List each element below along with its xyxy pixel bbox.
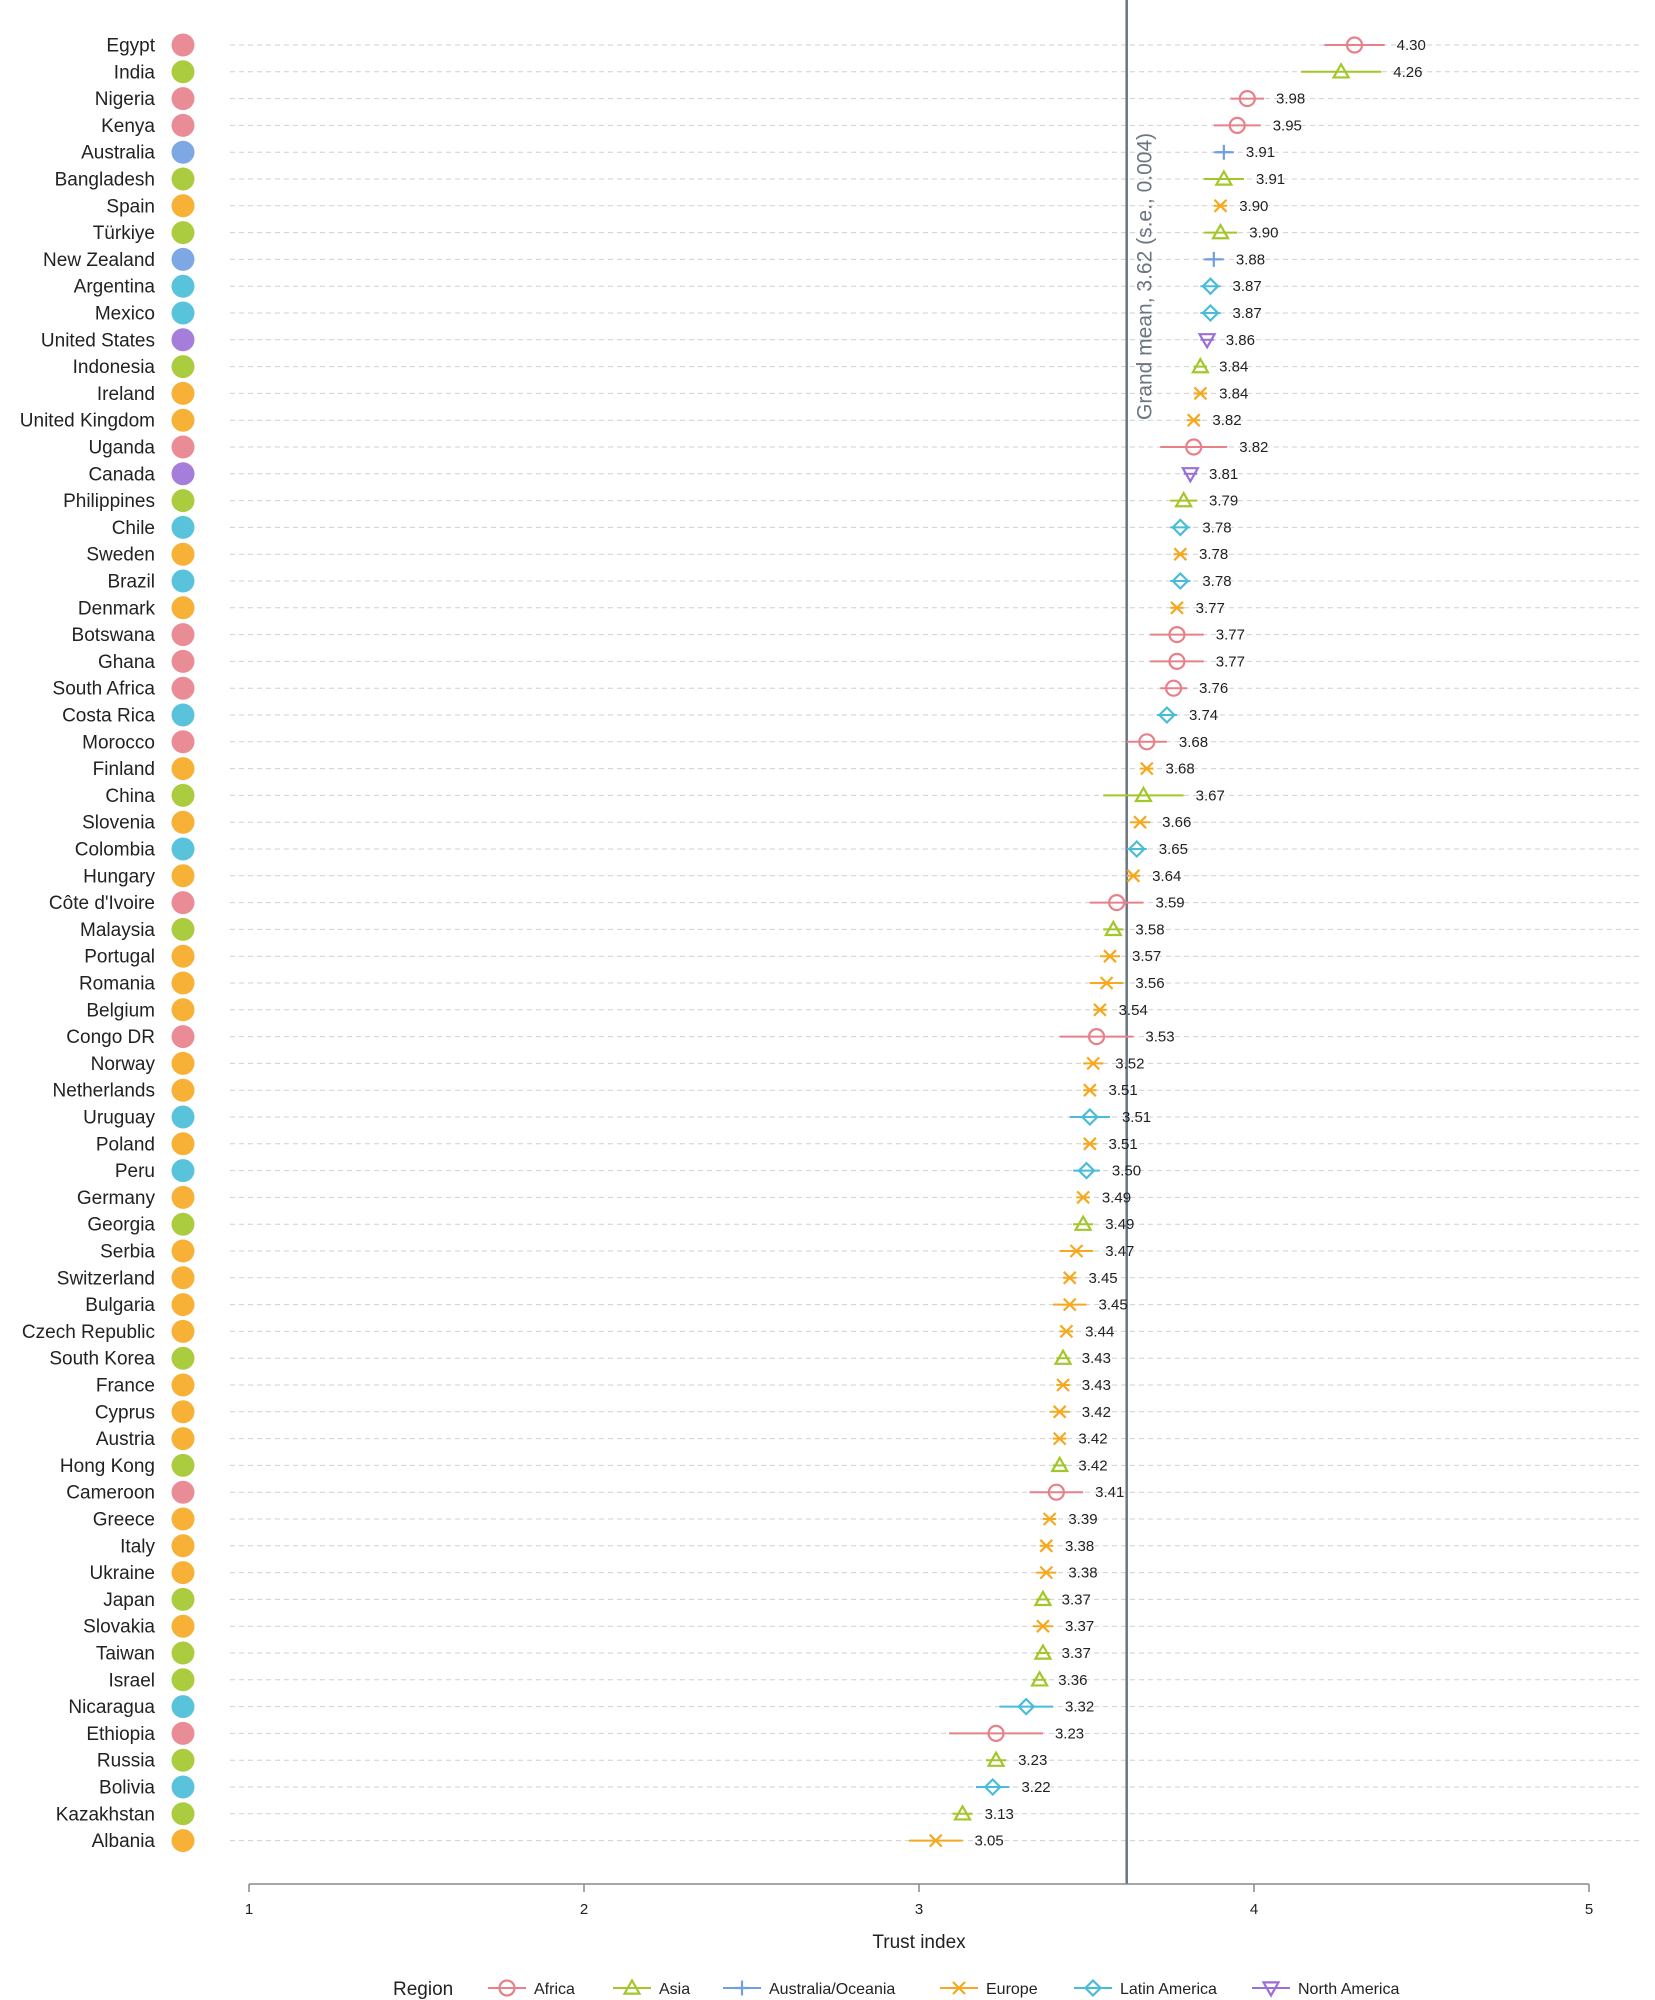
- legend-label-asia: Asia: [659, 1981, 691, 1998]
- flag-icon-netherlands: [172, 1079, 195, 1102]
- value-label-serbia: 3.47: [1105, 1243, 1135, 1260]
- flag-icon-brazil: [172, 570, 195, 593]
- country-label-albania: Albania: [91, 1831, 155, 1853]
- flag-icon-united-kingdom: [172, 409, 195, 432]
- country-label-philippines: Philippines: [63, 491, 155, 513]
- flag-icon-france: [172, 1374, 195, 1397]
- country-label-botswana: Botswana: [71, 625, 155, 647]
- value-label-cote-d-ivoire: 3.59: [1155, 894, 1185, 912]
- value-label-sweden: 3.78: [1199, 546, 1229, 564]
- flag-icon-new-zealand: [172, 248, 195, 271]
- country-label-georgia: Georgia: [87, 1214, 155, 1236]
- flag-icon-argentina: [172, 275, 195, 298]
- x-tick-label-5: 5: [1584, 1901, 1594, 1918]
- country-label-sweden: Sweden: [86, 544, 155, 566]
- flag-icon-hungary: [172, 864, 195, 887]
- row-switzerland: [57, 1266, 1118, 1289]
- flag-icon-costa-rica: [172, 704, 195, 727]
- country-label-belgium: Belgium: [86, 1000, 155, 1022]
- country-label-greece: Greece: [92, 1509, 155, 1531]
- country-label-france: France: [95, 1375, 155, 1397]
- flag-icon-switzerland: [172, 1266, 195, 1289]
- flag-icon-congo-dr: [172, 1025, 195, 1048]
- country-label-south-korea: South Korea: [49, 1348, 155, 1370]
- flag-icon-nigeria: [172, 87, 195, 110]
- legend-label-australia-oceania: Australia/Oceania: [769, 1981, 896, 1998]
- value-label-peru: 3.50: [1111, 1162, 1142, 1180]
- flag-icon-serbia: [172, 1240, 195, 1263]
- value-label-denmark: 3.77: [1195, 599, 1225, 617]
- flag-icon-malaysia: [172, 918, 195, 941]
- flag-icon-colombia: [172, 838, 195, 861]
- country-label-peru: Peru: [114, 1161, 155, 1183]
- value-label-indonesia: 3.84: [1219, 358, 1249, 376]
- country-label-cameroon: Cameroon: [66, 1482, 155, 1504]
- legend-item-australia-oceania: [723, 1981, 895, 1999]
- country-label-spain: Spain: [106, 196, 155, 218]
- value-label-greece: 3.39: [1068, 1511, 1098, 1528]
- country-label-bolivia: Bolivia: [99, 1777, 155, 1799]
- value-label-costa-rica: 3.74: [1188, 707, 1219, 724]
- legend-item-latin-america: [1074, 1981, 1217, 1999]
- point-marker-new-zealand: [1206, 252, 1221, 267]
- country-label-ethiopia: Ethiopia: [86, 1723, 155, 1745]
- flag-icon-norway: [172, 1052, 195, 1075]
- country-label-brazil: Brazil: [107, 571, 155, 593]
- x-tick-label-3: 3: [914, 1901, 924, 1918]
- value-label-south-korea: 3.43: [1081, 1350, 1111, 1368]
- country-label-turkiye: Türkiye: [92, 223, 155, 245]
- country-label-slovakia: Slovakia: [83, 1616, 155, 1638]
- value-label-germany: 3.49: [1101, 1189, 1132, 1207]
- flag-icon-ireland: [172, 382, 195, 405]
- flag-icon-bulgaria: [172, 1293, 195, 1316]
- country-label-finland: Finland: [92, 759, 155, 781]
- value-label-belgium: 3.54: [1118, 1001, 1148, 1019]
- value-label-egypt: 4.30: [1396, 37, 1426, 54]
- country-label-denmark: Denmark: [77, 598, 155, 620]
- value-label-kenya: 3.95: [1272, 117, 1302, 135]
- flag-icon-china: [172, 784, 195, 807]
- country-label-chile: Chile: [111, 517, 155, 539]
- value-label-norway: 3.52: [1115, 1055, 1145, 1073]
- value-label-united-states: 3.86: [1225, 331, 1256, 349]
- country-label-italy: Italy: [120, 1536, 155, 1558]
- flag-icon-cote-d-ivoire: [172, 891, 195, 914]
- country-label-australia: Australia: [81, 142, 155, 164]
- country-label-czech-republic: Czech Republic: [21, 1321, 155, 1343]
- country-label-hong-kong: Hong Kong: [59, 1455, 155, 1477]
- country-label-cyprus: Cyprus: [94, 1402, 155, 1424]
- country-label-uruguay: Uruguay: [83, 1107, 155, 1129]
- country-label-ireland: Ireland: [96, 383, 155, 405]
- flag-icon-italy: [172, 1534, 195, 1557]
- x-axis: [245, 1884, 1593, 1953]
- value-label-czech-republic: 3.44: [1085, 1323, 1115, 1341]
- flag-icon-australia: [172, 141, 195, 164]
- grid-lines: [230, 45, 1640, 1841]
- flag-icon-nicaragua: [172, 1695, 195, 1718]
- value-label-taiwan: 3.37: [1061, 1645, 1091, 1662]
- flag-icon-sweden: [172, 543, 195, 566]
- country-label-congo-dr: Congo DR: [66, 1027, 155, 1049]
- country-label-india: India: [113, 62, 155, 84]
- legend-label-africa: Africa: [534, 1981, 575, 1998]
- value-label-colombia: 3.65: [1158, 841, 1189, 858]
- flag-icon-hong-kong: [172, 1454, 195, 1477]
- value-label-united-kingdom: 3.82: [1212, 412, 1242, 430]
- value-label-russia: 3.23: [1018, 1752, 1048, 1770]
- flag-icon-turkiye: [172, 221, 195, 244]
- flag-icon-morocco: [172, 730, 195, 753]
- value-label-france: 3.43: [1081, 1377, 1111, 1394]
- flag-icon-poland: [172, 1132, 195, 1155]
- row-uganda: [88, 436, 1268, 459]
- flag-icon-cameroon: [172, 1481, 195, 1504]
- value-label-finland: 3.68: [1165, 760, 1195, 778]
- flag-icon-cyprus: [172, 1400, 195, 1423]
- point-marker-australia: [1216, 145, 1231, 160]
- value-label-ukraine: 3.38: [1068, 1564, 1098, 1582]
- country-label-hungary: Hungary: [83, 866, 155, 888]
- country-label-united-states: United States: [40, 330, 155, 352]
- flag-icon-russia: [172, 1749, 195, 1772]
- flag-icon-czech-republic: [172, 1320, 195, 1343]
- row-india: [114, 60, 1423, 83]
- value-label-cyprus: 3.42: [1081, 1403, 1111, 1421]
- country-label-argentina: Argentina: [73, 276, 155, 298]
- flag-icon-bolivia: [172, 1776, 195, 1799]
- country-label-bulgaria: Bulgaria: [85, 1295, 155, 1317]
- value-label-morocco: 3.68: [1178, 733, 1209, 751]
- flag-icon-greece: [172, 1508, 195, 1531]
- flag-icon-south-africa: [172, 677, 195, 700]
- value-label-kazakhstan: 3.13: [984, 1805, 1014, 1823]
- country-label-egypt: Egypt: [106, 35, 155, 57]
- value-label-slovenia: 3.66: [1162, 814, 1192, 832]
- value-label-south-africa: 3.76: [1199, 680, 1229, 698]
- flag-icon-ukraine: [172, 1561, 195, 1584]
- country-label-morocco: Morocco: [82, 732, 155, 754]
- flag-icon-south-korea: [172, 1347, 195, 1370]
- country-label-austria: Austria: [95, 1429, 155, 1451]
- flag-icon-slovenia: [172, 811, 195, 834]
- country-label-uganda: Uganda: [88, 437, 155, 459]
- flag-icon-georgia: [172, 1213, 195, 1236]
- value-label-georgia: 3.49: [1105, 1216, 1135, 1234]
- country-label-taiwan: Taiwan: [95, 1643, 155, 1665]
- country-label-netherlands: Netherlands: [52, 1080, 155, 1102]
- value-label-nicaragua: 3.32: [1065, 1698, 1095, 1716]
- country-label-indonesia: Indonesia: [72, 357, 155, 379]
- country-label-canada: Canada: [88, 464, 155, 486]
- country-label-russia: Russia: [96, 1750, 155, 1772]
- country-label-norway: Norway: [90, 1053, 155, 1075]
- value-label-albania: 3.05: [974, 1832, 1004, 1850]
- flag-icon-slovakia: [172, 1615, 195, 1638]
- flag-icon-taiwan: [172, 1642, 195, 1665]
- legend-label-north-america: North America: [1298, 1981, 1400, 1998]
- flag-icon-germany: [172, 1186, 195, 1209]
- country-label-kazakhstan: Kazakhstan: [55, 1804, 155, 1826]
- country-label-ukraine: Ukraine: [89, 1563, 155, 1585]
- flag-icon-japan: [172, 1588, 195, 1611]
- country-label-romania: Romania: [78, 973, 155, 995]
- value-label-canada: 3.81: [1209, 465, 1239, 483]
- legend-label-europe: Europe: [986, 1981, 1038, 1998]
- flag-icon-kazakhstan: [172, 1802, 195, 1825]
- legend-item-asia: [613, 1981, 690, 1999]
- value-label-hungary: 3.64: [1152, 867, 1182, 885]
- value-label-bangladesh: 3.91: [1255, 171, 1286, 188]
- legend-item-north-america: [1252, 1981, 1399, 1998]
- value-label-hong-kong: 3.42: [1078, 1457, 1108, 1475]
- flag-icon-kenya: [172, 114, 195, 137]
- value-label-india: 4.26: [1393, 63, 1423, 81]
- value-label-romania: 3.56: [1135, 975, 1165, 992]
- flag-icon-spain: [172, 194, 195, 217]
- flag-icon-portugal: [172, 945, 195, 968]
- value-label-slovakia: 3.37: [1065, 1618, 1095, 1636]
- x-axis-title: Trust index: [872, 1932, 966, 1953]
- value-label-china: 3.67: [1195, 787, 1225, 805]
- country-label-slovenia: Slovenia: [82, 812, 155, 834]
- flag-icon-belgium: [172, 998, 195, 1021]
- value-label-ireland: 3.84: [1219, 385, 1249, 403]
- value-label-nigeria: 3.98: [1276, 90, 1306, 108]
- flag-icon-austria: [172, 1427, 195, 1450]
- value-label-turkiye: 3.90: [1249, 224, 1279, 242]
- value-label-philippines: 3.79: [1209, 492, 1239, 510]
- flag-icon-canada: [172, 462, 195, 485]
- legend: [393, 1979, 1399, 2000]
- flag-icon-united-states: [172, 328, 195, 351]
- row-israel: [109, 1668, 1088, 1691]
- country-label-south-africa: South Africa: [52, 678, 155, 700]
- flag-icon-philippines: [172, 489, 195, 512]
- flag-icon-egypt: [172, 34, 195, 57]
- country-rows: [20, 34, 1426, 1853]
- flag-icon-botswana: [172, 623, 195, 646]
- value-label-uruguay: 3.51: [1121, 1109, 1152, 1126]
- flag-icon-romania: [172, 972, 195, 995]
- flag-icon-india: [172, 60, 195, 83]
- value-label-malaysia: 3.58: [1135, 921, 1165, 939]
- country-label-bangladesh: Bangladesh: [54, 169, 155, 191]
- value-label-spain: 3.90: [1239, 197, 1269, 215]
- flag-icon-chile: [172, 516, 195, 539]
- legend-label-latin-america: Latin America: [1120, 1981, 1217, 1998]
- country-label-malaysia: Malaysia: [80, 919, 155, 941]
- country-label-colombia: Colombia: [74, 839, 155, 861]
- legend-marker-australia-oceania: [735, 1981, 750, 1996]
- flag-icon-albania: [172, 1829, 195, 1852]
- value-label-australia: 3.91: [1245, 144, 1276, 162]
- value-label-switzerland: 3.45: [1088, 1269, 1118, 1287]
- country-label-kenya: Kenya: [101, 115, 155, 137]
- flag-icon-israel: [172, 1668, 195, 1691]
- value-label-ghana: 3.77: [1215, 653, 1245, 671]
- value-label-bolivia: 3.22: [1021, 1779, 1051, 1796]
- x-tick-label-4: 4: [1249, 1901, 1259, 1918]
- country-label-japan: Japan: [103, 1589, 155, 1611]
- x-tick-label-2: 2: [579, 1901, 589, 1918]
- row-netherlands: [53, 1079, 1138, 1102]
- country-label-nigeria: Nigeria: [94, 89, 155, 111]
- flag-icon-indonesia: [172, 355, 195, 378]
- country-label-germany: Germany: [76, 1187, 155, 1209]
- country-label-ghana: Ghana: [97, 651, 155, 673]
- grand-mean-label: Grand mean, 3.62 (s.e., 0.004): [1133, 132, 1157, 420]
- value-label-italy: 3.38: [1065, 1537, 1095, 1555]
- x-tick-label-1: 1: [244, 1901, 254, 1918]
- flag-icon-finland: [172, 757, 195, 780]
- country-label-poland: Poland: [95, 1134, 155, 1156]
- legend-item-europe: [940, 1981, 1038, 1998]
- value-label-japan: 3.37: [1061, 1591, 1091, 1609]
- grand-mean-line-group: [1127, 0, 1157, 1884]
- country-label-israel: Israel: [108, 1670, 155, 1692]
- value-label-ethiopia: 3.23: [1054, 1725, 1085, 1743]
- value-label-mexico: 3.87: [1232, 305, 1262, 322]
- flag-icon-ethiopia: [172, 1722, 195, 1745]
- value-label-cameroon: 3.41: [1095, 1484, 1125, 1502]
- country-label-china: China: [105, 785, 155, 807]
- country-label-cote-d-ivoire: Côte d'Ivoire: [48, 893, 155, 915]
- flag-icon-peru: [172, 1159, 195, 1182]
- flag-icon-bangladesh: [172, 168, 195, 191]
- country-label-serbia: Serbia: [100, 1241, 155, 1263]
- value-label-israel: 3.36: [1058, 1671, 1088, 1689]
- country-label-new-zealand: New Zealand: [43, 249, 155, 271]
- country-label-mexico: Mexico: [94, 303, 155, 325]
- flag-icon-uganda: [172, 436, 195, 459]
- row-cameroon: [66, 1481, 1124, 1504]
- value-label-netherlands: 3.51: [1108, 1082, 1138, 1100]
- value-label-botswana: 3.77: [1215, 626, 1245, 644]
- value-label-austria: 3.42: [1078, 1430, 1108, 1448]
- value-label-congo-dr: 3.53: [1145, 1028, 1175, 1046]
- flag-icon-ghana: [172, 650, 195, 673]
- country-label-switzerland: Switzerland: [56, 1268, 155, 1290]
- flag-icon-denmark: [172, 596, 195, 619]
- legend-item-africa: [488, 1981, 575, 1999]
- value-label-bulgaria: 3.45: [1098, 1296, 1128, 1314]
- value-label-brazil: 3.78: [1202, 573, 1232, 590]
- value-label-uganda: 3.82: [1239, 439, 1269, 456]
- country-label-costa-rica: Costa Rica: [62, 705, 155, 727]
- flag-icon-mexico: [172, 302, 195, 325]
- value-label-new-zealand: 3.88: [1235, 251, 1266, 269]
- value-label-poland: 3.51: [1108, 1135, 1138, 1153]
- legend-title: Region: [393, 1979, 454, 2000]
- value-label-portugal: 3.57: [1132, 948, 1162, 966]
- value-label-chile: 3.78: [1202, 519, 1232, 537]
- country-label-united-kingdom: United Kingdom: [19, 410, 155, 432]
- flag-icon-uruguay: [172, 1106, 195, 1129]
- country-label-portugal: Portugal: [84, 946, 155, 968]
- country-label-nicaragua: Nicaragua: [68, 1697, 155, 1719]
- value-label-argentina: 3.87: [1232, 278, 1262, 296]
